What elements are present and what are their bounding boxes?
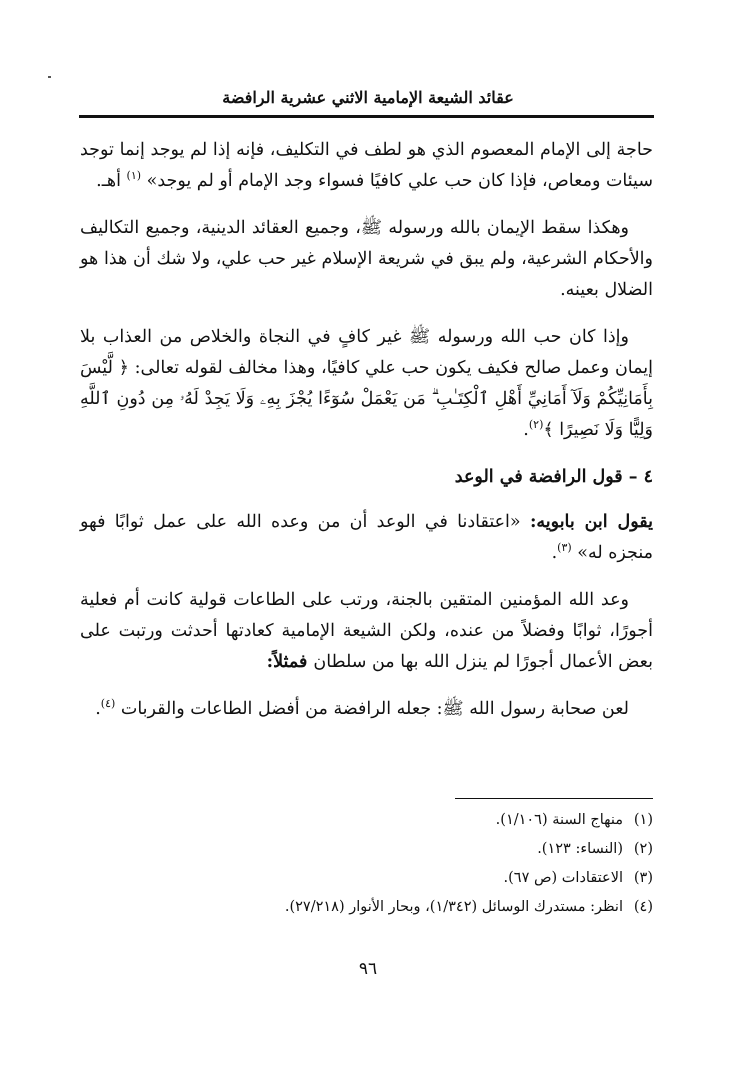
scan-speck <box>48 76 51 78</box>
paragraph-5 <box>80 694 653 725</box>
body-text <box>80 135 653 741</box>
paragraph-1-tail: أهـ. <box>96 171 127 191</box>
running-header: عقائد الشيعة الإمامية الاثني عشرية الرافضة <box>222 88 514 107</box>
header-rule <box>79 115 654 118</box>
paragraph-2 <box>80 213 653 306</box>
paragraph-2-text: وهكذا سقط الإيمان بالله ورسوله ﷺ، وجميع العقائد الدينية، وجميع التكاليف والأحكام الشرعية، ولم يبق في شريعة الإسلام غير حب علي، ولا شك أن هذا هو الضلال بعينه. <box>80 218 653 300</box>
footnote-separator <box>455 798 653 799</box>
quote-paragraph <box>80 507 653 569</box>
footnote-text: الاعتقادات (ص ٦٧). <box>503 870 623 886</box>
footnote-text: (النساء: ١٢٣). <box>537 841 623 857</box>
footnote-4 <box>80 893 653 922</box>
paragraph-4-text: وعد الله المؤمنين المتقين بالجنة، ورتب على الطاعات قولية كانت أم فعلية أجورًا، ثوابًا وفضلاً من عنده، ولكن الشيعة الإمامية كعادتها أحدثت ورتبت على بعض الأعمال أجورًا لم ينزل الله بها من سلطان <box>80 590 653 672</box>
footnote-number: (٢) <box>633 841 653 857</box>
paragraph-3-tail: . <box>523 420 529 440</box>
quote-tail: . <box>551 543 558 563</box>
paragraph-1 <box>80 135 653 197</box>
footnotes <box>80 806 653 922</box>
footnote-ref-4[interactable]: (٤) <box>100 697 116 711</box>
footnote-ref-3[interactable]: (٣) <box>557 541 572 555</box>
paragraph-1-text: حاجة إلى الإمام المعصوم الذي هو لطف في التكليف، فإنه إذا لم يوجد إنما توجد سيئات ومعاص، فإذا كان حب علي كافيًا فسواء وجد الإمام أو لم يوجد» <box>80 140 653 191</box>
footnote-ref-1[interactable]: (١) <box>126 169 142 183</box>
paragraph-5-text: لعن صحابة رسول الله ﷺ: جعله الرافضة من أفضل الطاعات والقربات <box>120 699 629 719</box>
footnote-number: (١) <box>633 812 653 828</box>
quote-speaker: يقول ابن بابويه: <box>529 512 653 532</box>
quote-text: «اعتقادنا في الوعد أن من وعده الله على عمل ثوابًا فهو منجزه له» <box>80 512 653 563</box>
footnote-ref-2[interactable]: (٢) <box>528 418 544 432</box>
footnote-2 <box>80 835 653 864</box>
footnote-text: انظر: مستدرك الوسائل (١/٣٤٢)، وبحار الأنوار (٢٧/٢١٨). <box>284 899 623 915</box>
paragraph-5-tail: . <box>95 699 101 719</box>
footnote-text: منهاج السنة (١/١٠٦). <box>495 812 623 828</box>
footnote-3 <box>80 864 653 893</box>
paragraph-3 <box>80 322 653 446</box>
footnote-1 <box>80 806 653 835</box>
quran-verse: ﴿ لَّيْسَ بِأَمَانِيِّكُمْ وَلَآ أَمَانِيِّ أَهْلِ ٱلْكِتَـٰبِ ۗ مَن يَعْمَلْ سُوٓءًا يُجْزَ بِهِۦ وَلَا يَجِدْ لَهُۥ مِن دُونِ ٱللَّهِ وَلِيًّا وَلَا نَصِيرًا ﴾ <box>80 358 653 440</box>
paragraph-3-text: وإذا كان حب الله ورسوله ﷺ غير كافٍ في النجاة والخلاص من العذاب بلا إيمان وعمل صالح فكيف يكون حب علي كافيًا، وهذا مخالف لقوله تعالى: <box>80 327 653 378</box>
footnote-number: (٤) <box>633 899 653 915</box>
section-heading: ٤ – قول الرافضة في الوعد <box>454 467 653 487</box>
footnote-number: (٣) <box>633 870 653 886</box>
paragraph-4-bold: فمثلاً: <box>266 652 314 672</box>
paragraph-4 <box>80 585 653 678</box>
page-number: ٩٦ <box>358 959 378 979</box>
